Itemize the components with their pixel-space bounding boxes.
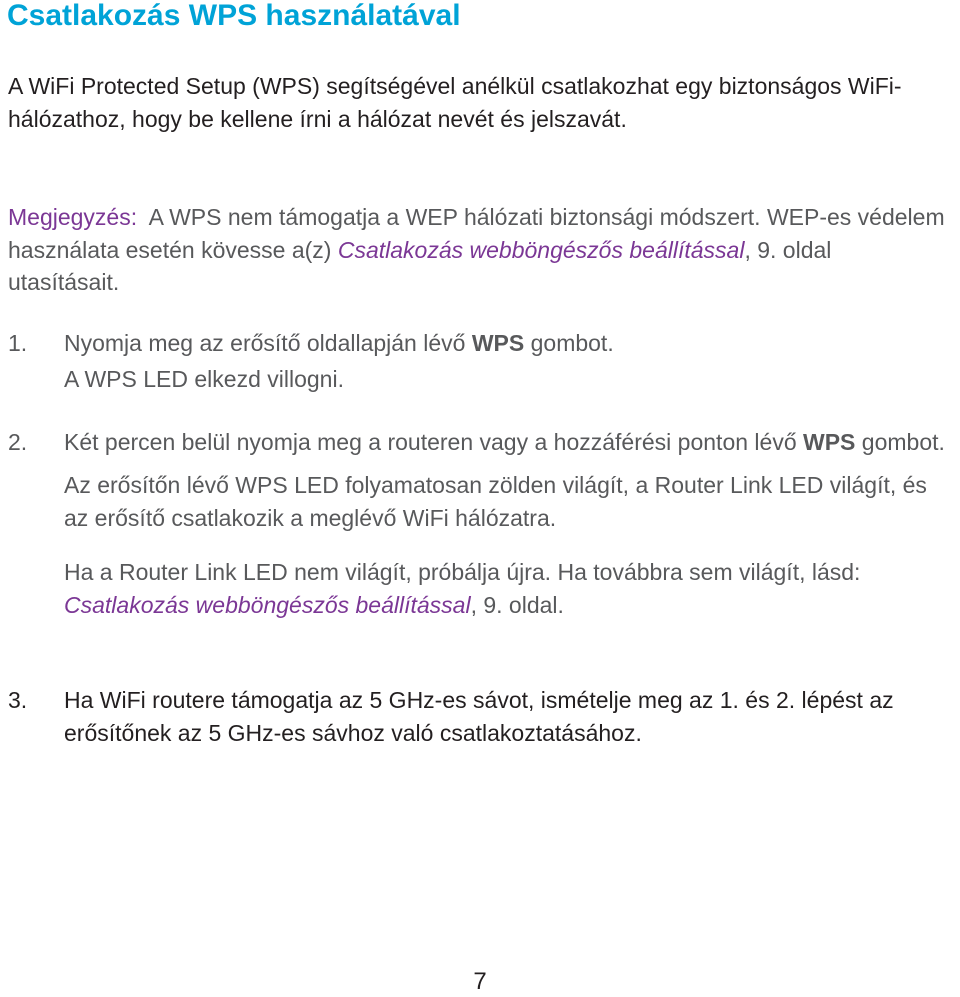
step-text bbox=[64, 327, 953, 360]
step-text-before: Két percen belül nyomja meg a routeren vagy a hozzáférési ponton lévő bbox=[64, 429, 797, 455]
note-text: A WPS nem támogatja a WEP hálózati biztonsági módszert. WEP-es védelem használata esetén kövesse a(z) bbox=[8, 204, 945, 263]
note-label: Megjegyzés: bbox=[8, 204, 138, 230]
wps-bold: WPS bbox=[471, 330, 525, 356]
step-text: Ha WiFi routere támogatja az 5 GHz-es sávot, ismételje meg az 1. és 2. lépést az erősítőnek az 5 GHz-es sávhoz való csatlakoztatásához. bbox=[64, 687, 894, 746]
step-link[interactable]: Csatlakozás webböngészős beállítással bbox=[64, 592, 471, 618]
step-detail: A WPS LED elkezd villogni. bbox=[64, 366, 344, 392]
step-detail-after: , 9. oldal. bbox=[470, 592, 564, 618]
step-1 bbox=[8, 327, 953, 396]
page-number: 7 bbox=[473, 968, 487, 995]
page-title: Csatlakozás WPS használatával bbox=[7, 0, 461, 32]
step-text bbox=[64, 426, 953, 459]
note-text-after: , 9. oldal utasításait. bbox=[8, 236, 832, 295]
note-link[interactable]: Csatlakozás webböngészős beállítással bbox=[337, 236, 745, 263]
step-number: 3. bbox=[8, 687, 28, 713]
step-detail-text: Ha a Router Link LED nem világít, próbálja újra. Ha továbbra sem világít, lásd: bbox=[64, 559, 861, 585]
step-number: 1. bbox=[8, 330, 28, 356]
step-detail bbox=[64, 556, 953, 622]
step-text-after: gombot. bbox=[861, 429, 945, 455]
step-2 bbox=[8, 426, 953, 622]
intro-paragraph: A WiFi Protected Setup (WPS) segítségével anélkül csatlakozhat egy biztonságos WiFi-hálózathoz, hogy be kellene írni a hálózat nevét és jelszavát. bbox=[8, 73, 902, 132]
step-text-after: gombot. bbox=[530, 330, 614, 356]
step-text-before: Nyomja meg az erősítő oldallapján lévő bbox=[64, 330, 466, 356]
step-detail: Az erősítőn lévő WPS LED folyamatosan zölden világít, a Router Link LED világít, és az erősítő csatlakozik a meglévő WiFi hálózatra. bbox=[64, 472, 927, 531]
wps-bold: WPS bbox=[803, 429, 856, 455]
note-paragraph bbox=[8, 201, 948, 299]
step-number: 2. bbox=[8, 429, 28, 455]
step-3 bbox=[8, 684, 953, 750]
